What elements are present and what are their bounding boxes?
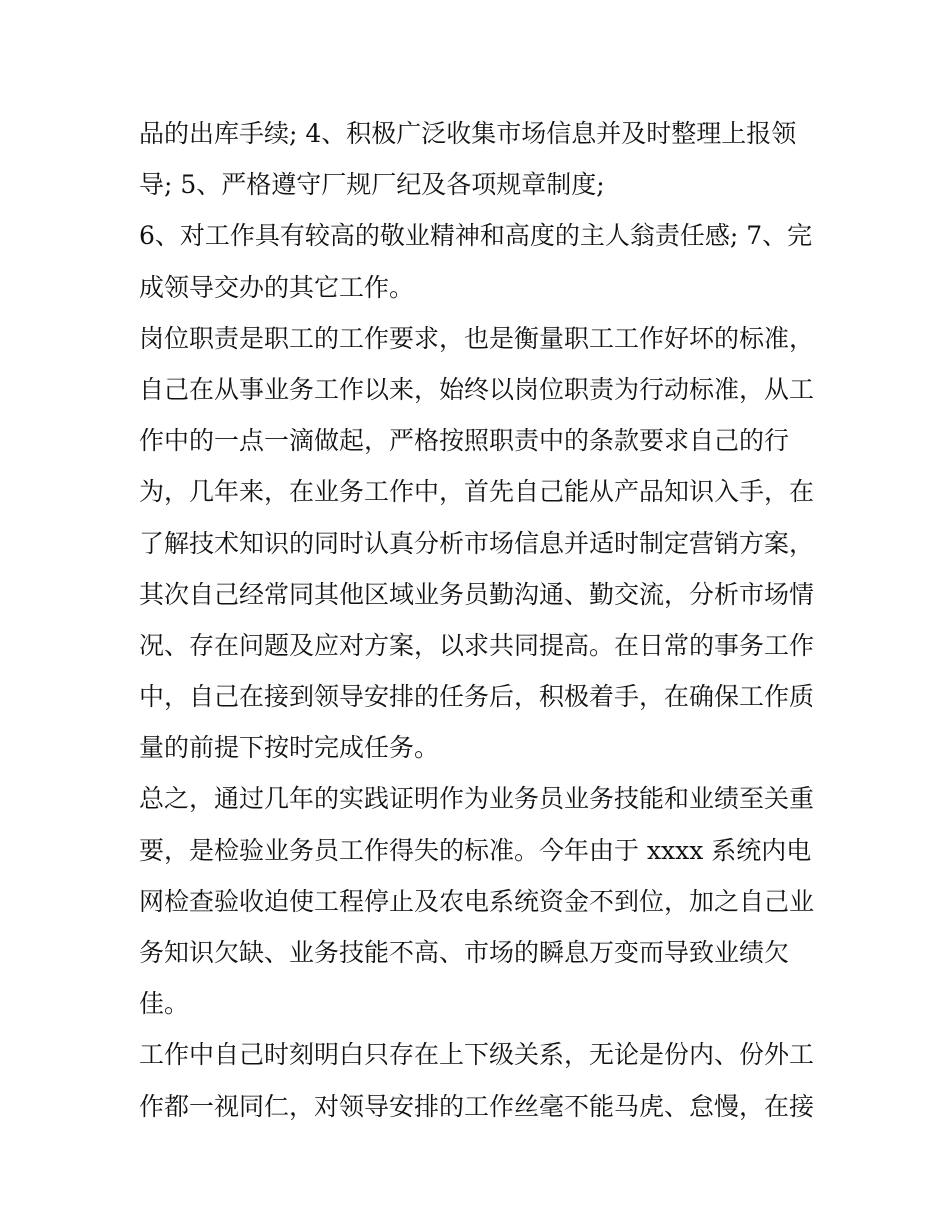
paragraph xyxy=(139,773,819,1029)
paragraph xyxy=(139,1029,819,1131)
text-line: 其次自己经常同其他区域业务员勤沟通、勤交流，分析市场情 xyxy=(139,579,815,609)
text-line: 量的前提下按时完成任务。 xyxy=(139,733,440,763)
text-line: 作都一视同仁，对领导安排的工作丝毫不能马虎、怠慢，在接 xyxy=(139,1091,815,1121)
paragraph xyxy=(139,313,819,774)
text-line: 况、存在问题及应对方案，以求共同提高。在日常的事务工作 xyxy=(139,630,815,660)
text-line: 品的出库手续; 4、积极广泛收集市场信息并及时整理上报领 xyxy=(139,119,797,148)
document-body xyxy=(139,108,819,1132)
text-line: 要，是检验业务员工作得失的标准。今年由于 xxxx 系统内电 xyxy=(139,835,812,865)
text-line: 自己在从事业务工作以来，始终以岗位职责为行动标准，从工 xyxy=(139,374,815,404)
paragraph xyxy=(139,108,819,210)
text-line: 成领导交办的其它工作。 xyxy=(139,272,415,302)
text-line: 务知识欠缺、业务技能不高、市场的瞬息万变而导致业绩欠 xyxy=(139,938,790,967)
paragraph xyxy=(139,210,819,312)
text-line: 为，几年来，在业务工作中，首先自己能从产品知识入手，在 xyxy=(139,477,815,507)
text-line: 作中的一点一滴做起，严格按照职责中的条款要求自己的行 xyxy=(139,426,790,456)
text-line: 岗位职责是职工的工作要求，也是衡量职工工作好坏的标准， xyxy=(139,323,815,353)
text-line: 工作中自己时刻明白只存在上下级关系，无论是份内、份外工 xyxy=(139,1040,815,1070)
text-line: 网检查验收迫使工程停止及农电系统资金不到位，加之自己业 xyxy=(139,886,815,916)
text-line: 中，自己在接到领导安排的任务后，积极着手，在确保工作质 xyxy=(139,682,815,712)
text-line: 导; 5、严格遵守厂规厂纪及各项规章制度; xyxy=(139,170,605,200)
text-line: 6、对工作具有较高的敬业精神和高度的主人翁责任感; 7、完 xyxy=(139,221,813,251)
text-line: 佳。 xyxy=(139,989,190,1019)
text-line: 了解技术知识的同时认真分析市场信息并适时制定营销方案， xyxy=(139,528,815,558)
text-line: 总之，通过几年的实践证明作为业务员业务技能和业绩至关重 xyxy=(139,784,815,814)
